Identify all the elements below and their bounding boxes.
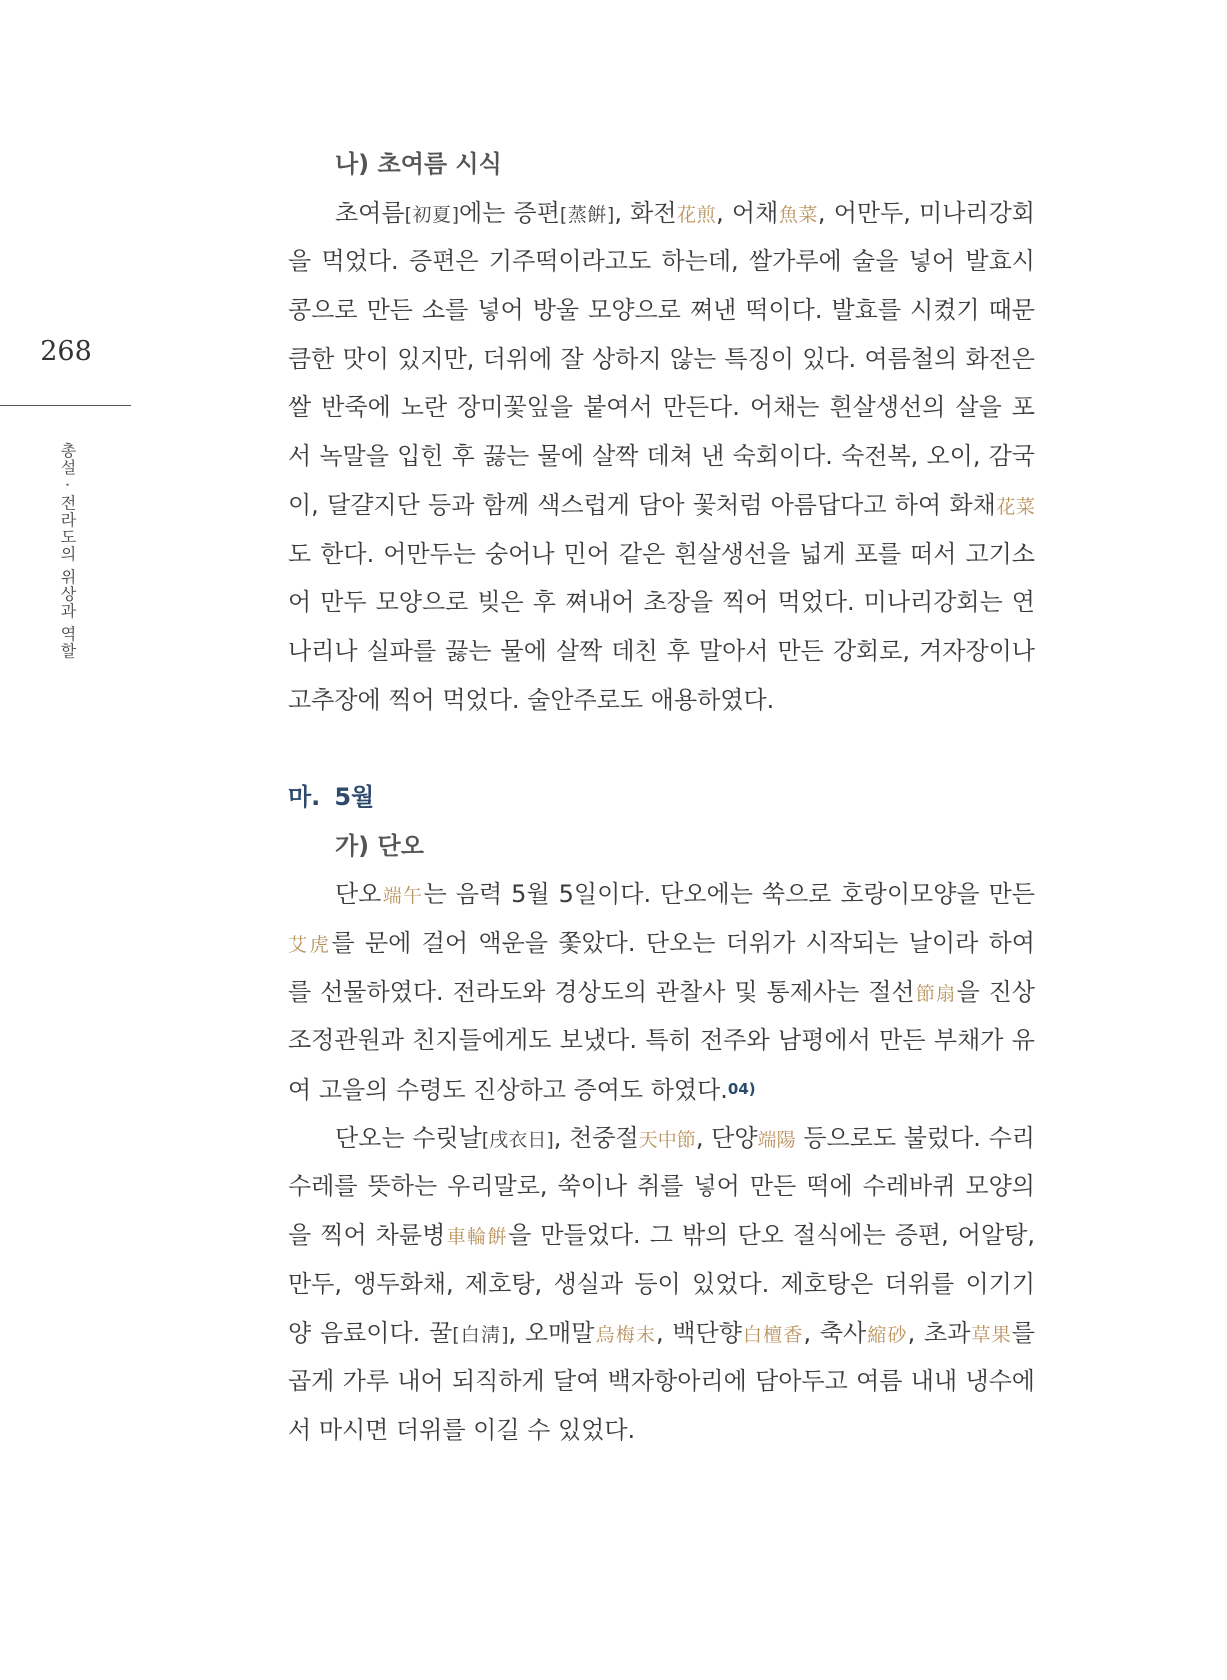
text-line	[288, 1357, 1035, 1406]
text-line	[288, 919, 1035, 968]
text-line	[288, 1016, 1035, 1065]
text-run: 큼한 맛이 있지만, 더위에 잘 상하지 않는 특징이 있다. 여름철의 화전은	[288, 344, 1035, 373]
text-run: 등으로도 불렀다. 수리	[803, 1123, 1035, 1152]
text-run: 는 음력 5월 5일이다. 단오에는 쑥으로 호랑이모양을 만든	[423, 880, 1035, 909]
text-run: 서 녹말을 입힌 후 끓는 물에 살짝 데쳐 낸 숙회이다. 숙전복, 오이, 감국	[288, 442, 1035, 471]
text-line	[288, 578, 1035, 627]
text-run: 여 고을의 수령도 진상하고 증여도 하였다.	[288, 1076, 728, 1105]
section-heading	[288, 773, 1035, 822]
text-run: 쌀 반죽에 노란 장미꽃잎을 붙여서 만든다. 어채는 흰살생선의 살을 포	[288, 393, 1035, 422]
text-run: , 초과	[907, 1318, 971, 1347]
subsection-heading: 나) 초여름 시식	[335, 150, 502, 178]
hanja-gloss: 花煎	[676, 203, 717, 226]
text-line	[288, 1309, 1035, 1358]
spacer	[288, 724, 1035, 773]
hanja-gloss: 白檀香	[741, 1323, 804, 1346]
hanja-bracket: [蒸餠]	[559, 203, 615, 226]
hanja-gloss: 艾虎	[288, 934, 332, 956]
text-line	[288, 335, 1035, 384]
section-title: 5월	[334, 782, 375, 811]
text-run: 를 선물하였다. 전라도와 경상도의 관찰사 및 통제사는 절선	[288, 977, 915, 1006]
text-run: , 어채	[716, 198, 779, 227]
text-run: 초여름	[335, 198, 405, 227]
text-line	[288, 1114, 1035, 1163]
text-line	[288, 383, 1035, 432]
text-run: 어 만두 모양으로 빚은 후 쪄내어 초장을 찍어 먹었다. 미나리강회는 연	[288, 588, 1035, 617]
text-line	[288, 1260, 1035, 1309]
text-line	[288, 189, 1035, 238]
text-run: , 오매말	[508, 1318, 595, 1347]
text-line	[288, 286, 1035, 335]
running-head: 총설 · 전라도의 위상과 역할	[58, 442, 77, 660]
text-run: 을 먹었다. 증편은 기주떡이라고도 하는데, 쌀가루에 술을 넣어 발효시	[288, 247, 1035, 276]
text-run: 도 한다. 어만두는 숭어나 민어 같은 흰살생선을 넓게 포를 떠서 고기소	[288, 539, 1035, 568]
hanja-gloss: 草果	[970, 1323, 1012, 1346]
text-run: 를 문에 걸어 액운을 쫓았다. 단오는 더위가 시작되는 날이라 하여	[331, 929, 1035, 957]
text-run: 수레를 뜻하는 우리말로, 쑥이나 취를 넣어 만든 떡에 수레바퀴 모양의	[288, 1172, 1035, 1201]
text-run: , 백단향	[655, 1318, 742, 1347]
text-run: 곱게 가루 내어 되직하게 달여 백자항아리에 담아두고 여름 내내 냉수에	[288, 1367, 1035, 1396]
text-run: , 어만두, 미나리강회	[817, 198, 1035, 227]
text-run: 를	[1011, 1318, 1035, 1347]
text-run: 을 진상	[956, 977, 1035, 1006]
text-line	[288, 530, 1035, 579]
hanja-gloss: 花菜	[995, 495, 1035, 518]
hanja-gloss: 節扇	[914, 982, 957, 1005]
text-run: 양 음료이다. 꿀	[288, 1318, 453, 1347]
text-run: 을 찍어 차륜병	[288, 1221, 446, 1250]
text-line	[288, 627, 1035, 676]
text-run: 콩으로 만든 소를 넣어 방울 모양으로 쪄낸 떡이다. 발효를 시켰기 때문	[288, 296, 1035, 325]
text-run: 단오	[335, 880, 382, 909]
text-line	[288, 1065, 1035, 1114]
text-line	[288, 1211, 1035, 1260]
hanja-bracket: [初夏]	[404, 203, 459, 226]
text-run: , 축사	[803, 1318, 867, 1347]
hanja-bracket: [戌衣日]	[481, 1128, 554, 1151]
text-run: 나리나 실파를 끓는 물에 살짝 데친 후 말아서 만든 강회로, 겨자장이나	[288, 636, 1035, 665]
hanja-gloss: 縮砂	[866, 1323, 908, 1346]
subsection-heading: 가) 단오	[335, 831, 424, 860]
text-run: 고추장에 찍어 먹었다. 술안주로도 애용하였다.	[288, 685, 775, 714]
text-run: , 단양	[695, 1123, 758, 1152]
text-run: , 천중절	[553, 1123, 639, 1152]
text-run: , 화전	[614, 198, 677, 227]
body-text	[288, 140, 1035, 1455]
hanja-gloss: 魚菜	[778, 203, 818, 226]
hanja-gloss: 天中節	[638, 1128, 696, 1151]
text-run: 단오는 수릿날	[335, 1123, 482, 1152]
text-line	[288, 676, 1035, 725]
page-number: 268	[40, 336, 92, 367]
hanja-gloss: 車輪餠	[445, 1226, 509, 1249]
text-line	[288, 870, 1035, 919]
footnote-ref: 04)	[727, 1080, 756, 1099]
text-run: 서 마시면 더위를 이길 수 있었다.	[288, 1415, 636, 1444]
hanja-bracket: [白淸]	[452, 1323, 509, 1346]
text-run: 을 만들었다. 그 밖의 단오 절식에는 증편, 어알탕,	[508, 1221, 1035, 1250]
text-line	[288, 237, 1035, 286]
text-run: 에는 증편	[459, 198, 560, 227]
text-run: 이, 달걀지단 등과 함께 색스럽게 담아 꽃처럼 아름답다고 하여 화채	[288, 490, 996, 519]
text-run: 조정관원과 친지들에게도 보냈다. 특히 전주와 남평에서 만든 부채가 유	[288, 1026, 1035, 1055]
text-run: 만두, 앵두화채, 제호탕, 생실과 등이 있었다. 제호탕은 더위를 이기기	[288, 1269, 1035, 1298]
text-line	[288, 432, 1035, 481]
hanja-gloss: 端午	[381, 885, 424, 908]
hanja-gloss: 烏梅末	[594, 1323, 656, 1346]
hanja-gloss: 端陽	[757, 1128, 796, 1151]
text-line	[288, 968, 1035, 1017]
section-label: 마.	[288, 782, 321, 811]
text-line	[288, 481, 1035, 530]
margin-divider	[0, 405, 131, 406]
text-line	[288, 1406, 1035, 1455]
text-line	[288, 1162, 1035, 1211]
